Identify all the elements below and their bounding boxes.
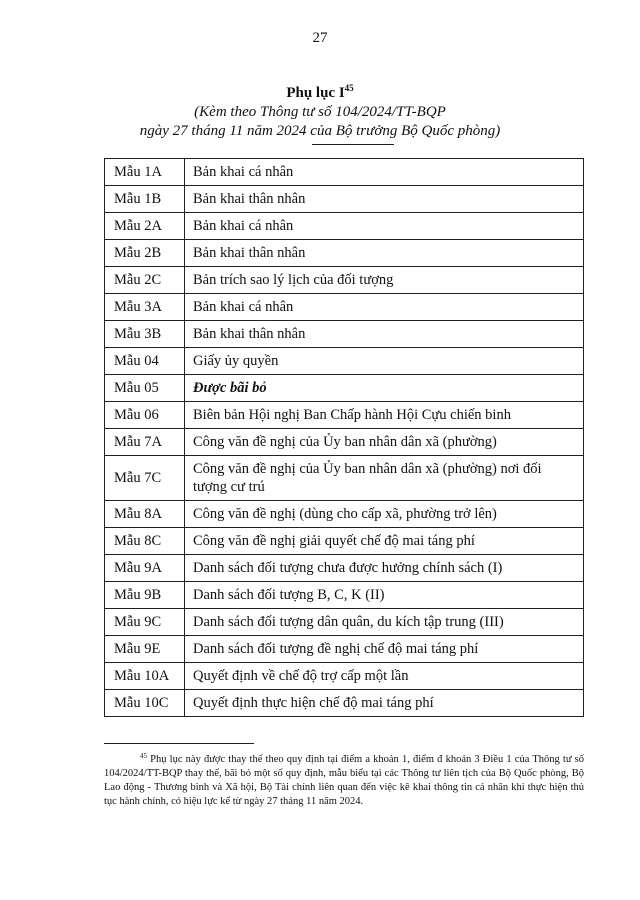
appendix-title — [0, 78, 640, 103]
form-name-cell: Công văn đề nghị (dùng cho cấp xã, phường trở lên) — [185, 501, 584, 528]
form-code-cell: Mẫu 06 — [105, 402, 185, 429]
form-code-cell: Mẫu 9B — [105, 582, 185, 609]
table-row — [105, 321, 584, 348]
footnote-ref: 45 — [140, 752, 147, 760]
table-row — [105, 213, 584, 240]
table-row — [105, 402, 584, 429]
table-row — [105, 456, 584, 501]
form-code-cell: Mẫu 2B — [105, 240, 185, 267]
form-name-cell: Bản khai thân nhân — [185, 240, 584, 267]
title-underline — [312, 144, 394, 145]
document-header — [0, 78, 640, 145]
form-name-cell: Công văn đề nghị của Ủy ban nhân dân xã (phường) nơi đối tượng cư trú — [185, 456, 584, 501]
form-name-cell: Danh sách đối tượng dân quân, du kích tập trung (III) — [185, 609, 584, 636]
form-code-cell: Mẫu 04 — [105, 348, 185, 375]
form-name-cell: Bản khai cá nhân — [185, 213, 584, 240]
form-name-cell: Quyết định về chế độ trợ cấp một lần — [185, 663, 584, 690]
form-code-cell: Mẫu 1B — [105, 186, 185, 213]
table-row — [105, 267, 584, 294]
form-name-cell: Công văn đề nghị của Ủy ban nhân dân xã (phường) — [185, 429, 584, 456]
table-row — [105, 663, 584, 690]
table-row — [105, 636, 584, 663]
table-row — [105, 501, 584, 528]
table-row — [105, 348, 584, 375]
form-code-cell: Mẫu 1A — [105, 159, 185, 186]
table-row — [105, 294, 584, 321]
appendix-subtitle-line1: (Kèm theo Thông tư số 104/2024/TT-BQP — [194, 104, 446, 120]
form-code-cell: Mẫu 3B — [105, 321, 185, 348]
form-code-cell: Mẫu 2A — [105, 213, 185, 240]
footnote-separator — [104, 743, 254, 744]
form-name-cell: Công văn đề nghị giải quyết chế độ mai táng phí — [185, 528, 584, 555]
form-name-cell: Bản khai thân nhân — [185, 321, 584, 348]
form-name-cell: Quyết định thực hiện chế độ mai táng phí — [185, 690, 584, 717]
table-row — [105, 240, 584, 267]
form-name-cell: Danh sách đối tượng đề nghị chế độ mai táng phí — [185, 636, 584, 663]
footnote-text: Phụ lục này được thay thế theo quy định tại điểm a khoản 1, điểm đ khoản 3 Điều 1 của Thông tư số 104/2024/TT-BQP thay thế, bãi bỏ một số quy định, mẫu biểu tại các Thông tư liên tịch của Bộ Quốc phòng, Bộ Lao động - Thương binh và Xã hội, Bộ Tài chính liên quan đến việc kê khai thông tin cá nhân khi thực hiện thủ tục hành chính, có hiệu lực kể từ ngày 27 tháng 11 năm 2024. — [104, 754, 585, 807]
form-code-cell: Mẫu 7A — [105, 429, 185, 456]
form-code-cell: Mẫu 9A — [105, 555, 185, 582]
table-row — [105, 429, 584, 456]
form-code-cell: Mẫu 10C — [105, 690, 185, 717]
table-row — [105, 555, 584, 582]
form-code-cell: Mẫu 8A — [105, 501, 185, 528]
form-name-cell: Danh sách đối tượng B, C, K (II) — [185, 582, 584, 609]
footnote — [104, 749, 584, 809]
page-number: 27 — [312, 30, 328, 46]
form-name-cell: Được bãi bỏ — [185, 375, 584, 402]
form-code-cell: Mẫu 05 — [105, 375, 185, 402]
table-row — [105, 186, 584, 213]
form-name-cell: Biên bản Hội nghị Ban Chấp hành Hội Cựu chiến binh — [185, 402, 584, 429]
form-name-cell: Danh sách đối tượng chưa được hưởng chính sách (I) — [185, 555, 584, 582]
appendix-subtitle-line2: ngày 27 tháng 11 năm 2024 của Bộ trưởng Bộ Quốc phòng) — [139, 123, 501, 139]
table-row — [105, 528, 584, 555]
form-code-cell: Mẫu 9C — [105, 609, 185, 636]
forms-table-body — [105, 159, 584, 717]
form-code-cell: Mẫu 9E — [105, 636, 185, 663]
form-code-cell: Mẫu 10A — [105, 663, 185, 690]
table-row — [105, 375, 584, 402]
form-name-cell: Giấy ủy quyền — [185, 348, 584, 375]
forms-table — [104, 158, 584, 717]
form-name-cell: Bản trích sao lý lịch của đối tượng — [185, 267, 584, 294]
table-row — [105, 582, 584, 609]
form-name-cell: Bản khai cá nhân — [185, 159, 584, 186]
table-row — [105, 690, 584, 717]
form-name-cell: Bản khai cá nhân — [185, 294, 584, 321]
table-row — [105, 159, 584, 186]
form-name-cell: Bản khai thân nhân — [185, 186, 584, 213]
form-code-cell: Mẫu 8C — [105, 528, 185, 555]
form-code-cell: Mẫu 2C — [105, 267, 185, 294]
form-code-cell: Mẫu 7C — [105, 456, 185, 501]
title-footnote-ref: 45 — [344, 83, 354, 93]
form-code-cell: Mẫu 3A — [105, 294, 185, 321]
table-row — [105, 609, 584, 636]
appendix-title-text: Phụ lục I — [286, 85, 345, 101]
